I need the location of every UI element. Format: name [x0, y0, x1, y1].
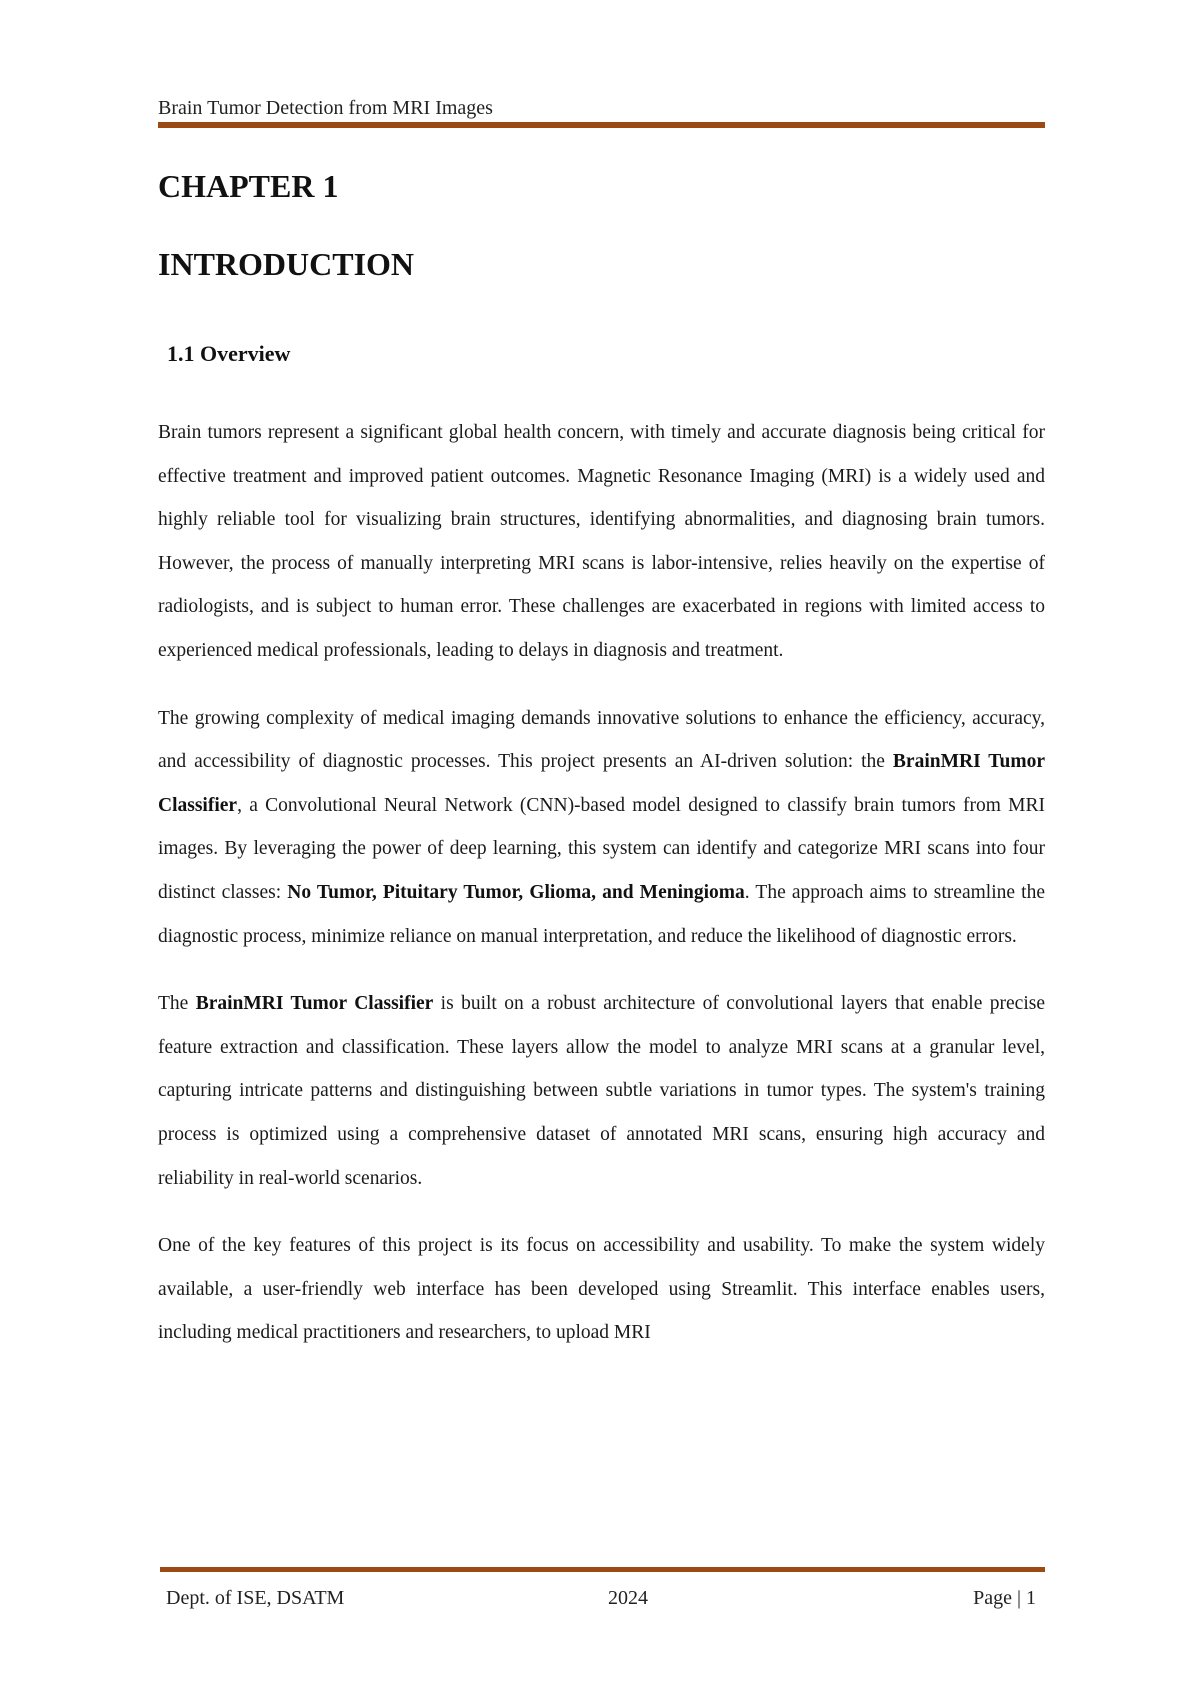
footer-year: 2024	[608, 1587, 648, 1609]
paragraph-1	[158, 411, 1045, 673]
classifier-name: BrainMRI Tumor Classifier	[158, 751, 1046, 816]
header-rule	[158, 122, 1045, 128]
paragraph-2-text-c: , a Convolutional Neural Network (CNN)-based model designed to classify brain tumors from MRI images. By leveraging the power of deep learning, this system can identify and categorize MRI scans into four distinct classes:	[158, 794, 1045, 903]
footer-rule	[160, 1567, 1045, 1572]
classifier-name: BrainMRI Tumor Classifier	[195, 993, 434, 1015]
section-heading: 1.1 Overview	[167, 341, 291, 366]
body-text	[158, 411, 1045, 1379]
paragraph-3-text-a: The	[158, 993, 196, 1015]
paragraph-2-text-a: The growing complexity of medical imaging demands innovative solutions to enhance the efficiency, accuracy, and accessibility of diagnostic processes. This project presents an AI-driven solution: the	[158, 707, 1045, 773]
chapter-number: CHAPTER 1	[158, 168, 339, 204]
paragraph-1-text: Brain tumors represent a significant global health concern, with timely and accurate diagnosis being critical for effective treatment and improved patient outcomes. Magnetic Resonance Imaging (MRI) is a widely used and highly reliable tool for visualizing brain structures, identifying abnormalities, and diagnosing brain tumors. However, the process of manually interpreting MRI scans is labor-intensive, relies heavily on the expertise of radiologists, and is subject to human error. These challenges are exacerbated in regions with limited access to experienced medical professionals, leading to delays in diagnosis and treatment.	[158, 422, 1045, 661]
paragraph-3	[158, 982, 1045, 1200]
paragraph-4	[158, 1224, 1045, 1355]
chapter-title: INTRODUCTION	[158, 246, 415, 282]
paragraph-4-text: One of the key features of this project is its focus on accessibility and usability. To make the system widely available, a user-friendly web interface has been developed using Streamlit. This interface enables users, including medical practitioners and researchers, to upload MRI	[158, 1235, 1045, 1344]
page-number: Page | 1	[973, 1587, 1036, 1609]
paragraph-2-text-e: . The approach aims to streamline the diagnostic process, minimize reliance on manual interpretation, and reduce the likelihood of diagnostic errors.	[158, 881, 1045, 947]
running-header: Brain Tumor Detection from MRI Images	[158, 97, 493, 119]
footer-department: Dept. of ISE, DSATM	[166, 1587, 345, 1609]
paragraph-2	[158, 697, 1045, 959]
paragraph-3-text-c: is built on a robust architecture of convolutional layers that enable precise feature extraction and classification. These layers allow the model to analyze MRI scans at a granular level, capturing intricate patterns and distinguishing between subtle variations in tumor types. The system's training process is optimized using a comprehensive dataset of annotated MRI scans, ensuring high accuracy and reliability in real-world scenarios.	[158, 993, 1045, 1189]
tumor-classes: No Tumor, Pituitary Tumor, Glioma, and Meningioma	[287, 881, 745, 903]
